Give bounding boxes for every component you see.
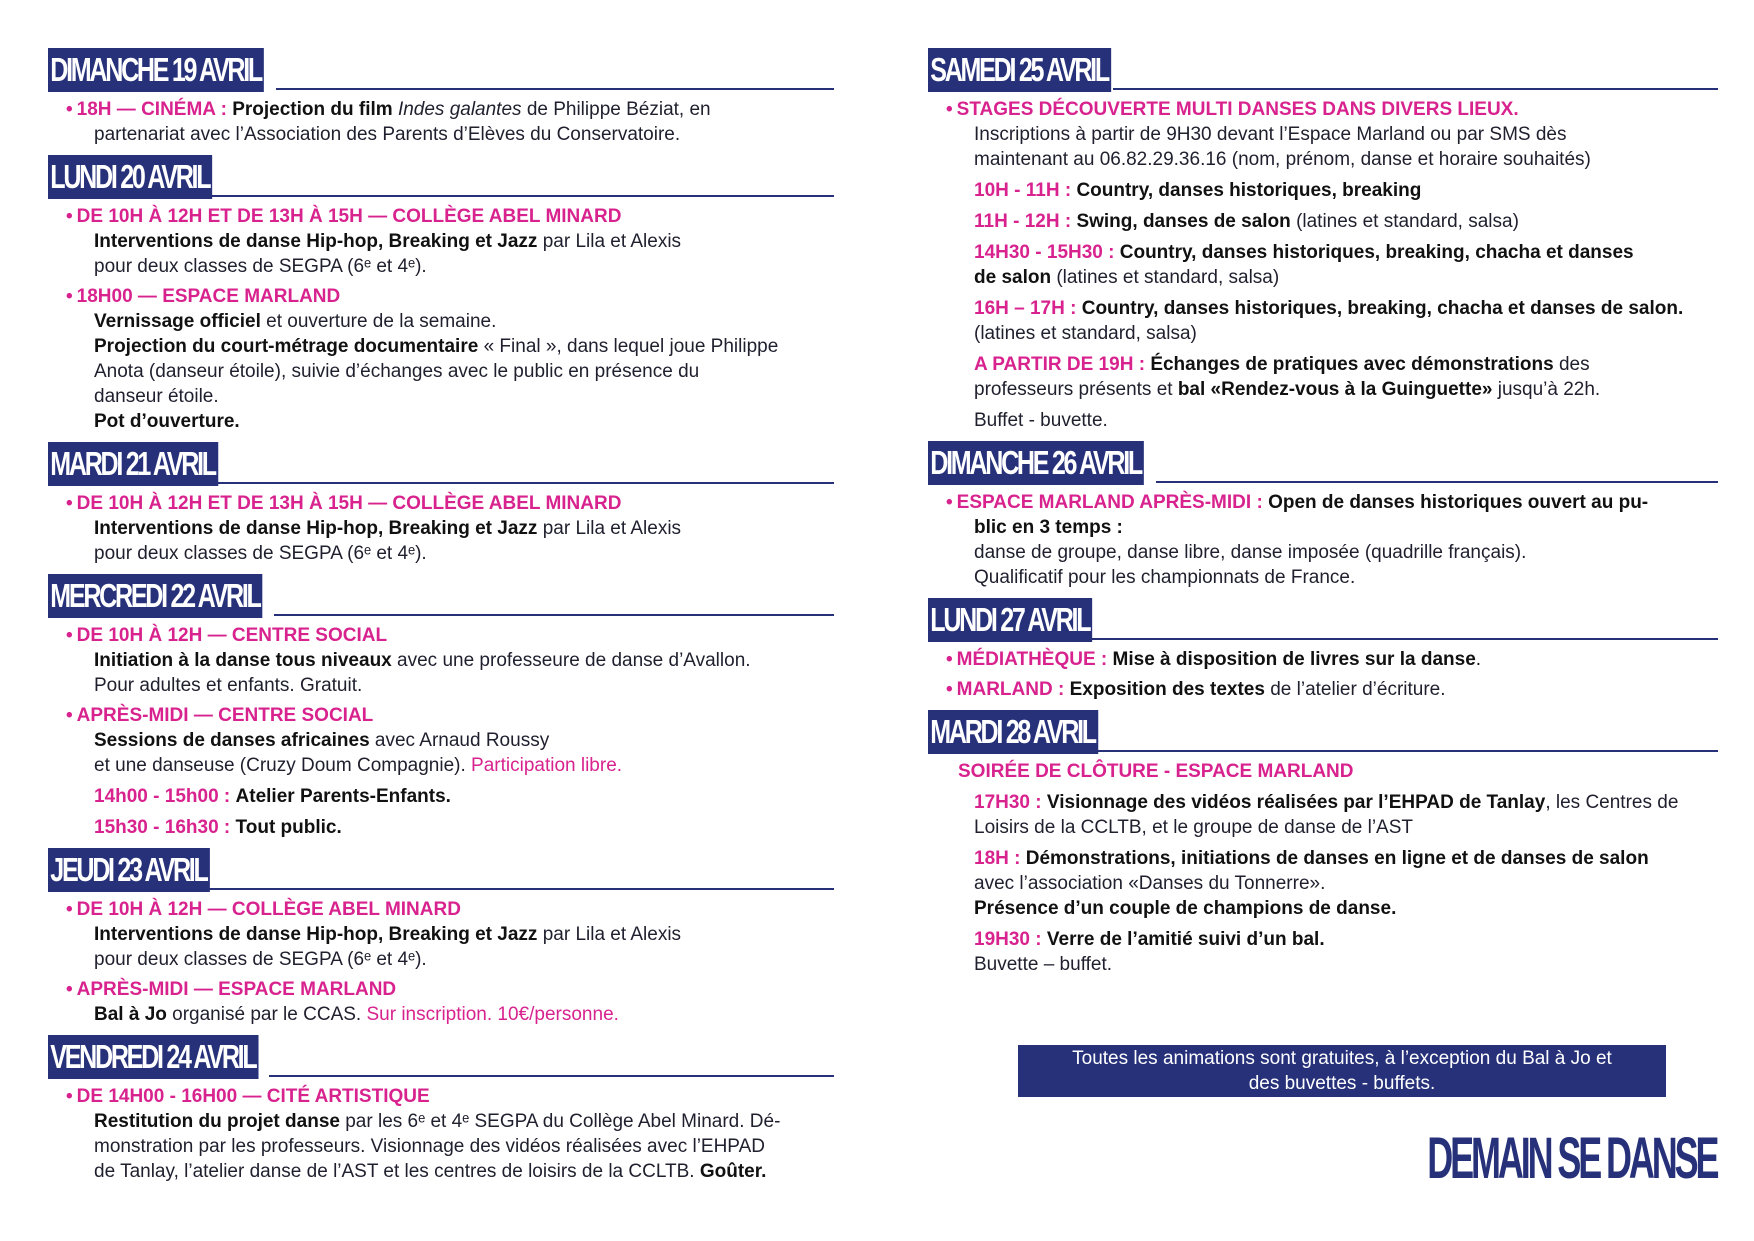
day-wednesday-22: [48, 572, 834, 840]
event-highlight: Atelier Parents-Enfants.: [235, 786, 451, 807]
event-title: 18H00 — ESPACE MARLAND: [76, 286, 341, 307]
event-text: maintenant au 06.82.29.36.16 (nom, prénom, danse et horaire souhaités): [974, 149, 1591, 170]
event-text: (latines et standard, salsa): [1296, 211, 1519, 232]
day-monday-20: [48, 153, 834, 434]
event-title: SOIRÉE DE CLÔTURE - ESPACE MARLAND: [958, 761, 1354, 782]
event-highlight: Goûter.: [699, 1161, 767, 1182]
event-title: DE 14H00 - 16H00 — CITÉ ARTISTIQUE: [76, 1086, 430, 1107]
event-highlight: Visionnage des vidéos réalisées par l’EHPAD de Tanlay: [1046, 792, 1546, 813]
event: [48, 623, 834, 698]
event: [928, 490, 1718, 590]
bullet-icon: •: [66, 99, 73, 120]
event-text: par les 6ᵉ et 4ᵉ SEGPA du Collège Abel Minard. Dé-: [345, 1111, 781, 1132]
free-events-notice: [1018, 1045, 1666, 1097]
divider: [274, 614, 834, 616]
event: [48, 897, 834, 972]
time-label: 14h00 - 15h00 :: [94, 786, 231, 807]
event-title: APRÈS-MIDI — ESPACE MARLAND: [76, 979, 397, 1000]
divider: [205, 888, 834, 890]
event: [928, 759, 1718, 977]
event-text: Projection du film: [232, 99, 393, 120]
event-highlight: Country, danses historiques, breaking, chacha et danses: [1119, 242, 1634, 263]
event-title: DE 10H À 12H ET DE 13H À 15H — COLLÈGE ABEL MINARD: [76, 206, 622, 227]
time-label: 16H – 17H :: [974, 298, 1077, 319]
event-text: avec Arnaud Roussy: [374, 730, 550, 751]
event-highlight: Vernissage officiel: [94, 311, 261, 332]
divider: [1156, 481, 1718, 483]
event-text: « Final », dans lequel joue Philippe: [483, 336, 779, 357]
event-text: organisé par le CCAS.: [172, 1004, 362, 1025]
notice-text: Toutes les animations sont gratuites, à l’exception du Bal à Jo et: [1072, 1048, 1612, 1069]
day-saturday-25: [928, 46, 1718, 433]
event-title: DE 10H À 12H — CENTRE SOCIAL: [76, 625, 388, 646]
event-text: Qualificatif pour les championnats de France.: [974, 567, 1356, 588]
day-tuesday-28: [928, 708, 1718, 977]
day-title: DIMANCHE 26 AVRIL: [928, 441, 1144, 485]
divider: [1096, 750, 1718, 752]
event-text: par Lila et Alexis: [542, 231, 682, 252]
event-text: de Philippe Béziat, en: [526, 99, 711, 120]
event-text: avec l’association «Danses du Tonnerre».: [974, 873, 1326, 894]
event: [928, 97, 1718, 433]
event-text: danse de groupe, danse libre, danse imposée (quadrille français).: [974, 542, 1527, 563]
event-highlight: Exposition des textes: [1069, 679, 1265, 700]
day-title: DIMANCHE 19 AVRIL: [48, 48, 264, 92]
event-title: DE 10H À 12H — COLLÈGE ABEL MINARD: [76, 899, 461, 920]
event-highlight: blic en 3 temps :: [974, 517, 1123, 538]
bullet-icon: •: [66, 625, 73, 646]
time-label: A PARTIR DE 19H :: [974, 354, 1146, 375]
day-tuesday-21: [48, 440, 834, 566]
event-text: par Lila et Alexis: [542, 518, 682, 539]
event-highlight: Verre de l’amitié suivi d’un bal.: [1046, 929, 1325, 950]
event-highlight: Country, danses historiques, breaking, chacha et danses de salon.: [1081, 298, 1684, 319]
event-highlight: Échanges de pratiques avec démonstrations: [1150, 354, 1554, 375]
event-highlight: Projection du court-métrage documentaire: [94, 336, 479, 357]
event-text: et ouverture de la semaine.: [266, 311, 497, 332]
event-title: 18H — CINÉMA :: [76, 99, 227, 120]
time-label: 18H :: [974, 848, 1021, 869]
event-highlight: Démonstrations, initiations de danses en ligne et de danses de salon: [1025, 848, 1649, 869]
bullet-icon: •: [946, 649, 953, 670]
event-title: MÉDIATHÈQUE :: [956, 649, 1108, 670]
time-label: 17H30 :: [974, 792, 1042, 813]
event-highlight: de salon: [974, 267, 1052, 288]
event-highlight: Interventions de danse Hip-hop, Breaking et Jazz: [94, 231, 538, 252]
event-highlight: Interventions de danse Hip-hop, Breaking et Jazz: [94, 924, 538, 945]
day-friday-24: [48, 1033, 834, 1184]
event-text: .: [1475, 649, 1482, 670]
day-title: LUNDI 27 AVRIL: [928, 598, 1092, 642]
event-text: Loisirs de la CCLTB, et le groupe de danse de l’AST: [974, 817, 1413, 838]
event-text: Buvette – buffet.: [974, 954, 1113, 975]
event-text: Buffet - buvette.: [974, 410, 1108, 431]
event-text: professeurs présents et: [974, 379, 1173, 400]
event: [48, 284, 834, 434]
bullet-icon: •: [946, 99, 953, 120]
event: [48, 491, 834, 566]
day-title: LUNDI 20 AVRIL: [48, 155, 212, 199]
event-text: des: [1558, 354, 1590, 375]
event-text: jusqu’à 22h.: [1497, 379, 1601, 400]
day-title: SAMEDI 25 AVRIL: [928, 48, 1111, 92]
event-text: danseur étoile.: [94, 386, 219, 407]
right-column: [928, 46, 1718, 983]
bullet-icon: •: [66, 1086, 73, 1107]
day-title: MARDI 21 AVRIL: [48, 442, 218, 486]
time-label: 15h30 - 16h30 :: [94, 817, 231, 838]
event-highlight: Mise à disposition de livres sur la danse: [1112, 649, 1476, 670]
event-text: et une danseuse (Cruzy Doum Compagnie).: [94, 755, 466, 776]
bullet-icon: •: [66, 899, 73, 920]
brand-logo: DEMAIN SE DANSE: [1426, 1126, 1716, 1191]
event-highlight: Bal à Jo: [94, 1004, 167, 1025]
event-text: de Tanlay, l’atelier danse de l’AST et les centres de loisirs de la CCLTB.: [94, 1161, 695, 1182]
day-sunday-26: [928, 439, 1718, 590]
bullet-icon: •: [66, 979, 73, 1000]
film-title: Indes galantes: [397, 99, 522, 120]
time-label: 19H30 :: [974, 929, 1042, 950]
event-text: monstration par les professeurs. Visionnage des vidéos réalisées avec l’EHPAD: [94, 1136, 765, 1157]
event-highlight: Tout public.: [235, 817, 342, 838]
bullet-icon: •: [946, 492, 953, 513]
divider: [276, 88, 834, 90]
event-highlight: Restitution du projet danse: [94, 1111, 340, 1132]
event-highlight: Open de danses historiques ouvert au pu-: [1268, 492, 1649, 513]
event: [48, 204, 834, 279]
event: [48, 977, 834, 1027]
event-title: ESPACE MARLAND APRÈS-MIDI :: [956, 492, 1263, 513]
event-highlight: Country, danses historiques, breaking: [1076, 180, 1422, 201]
divider: [269, 1075, 834, 1077]
event-text: Anota (danseur étoile), suivie d’échanges avec le public en présence du: [94, 361, 700, 382]
event-highlight: Initiation à la danse tous niveaux: [94, 650, 392, 671]
day-title: MERCREDI 22 AVRIL: [48, 574, 263, 618]
day-title: MARDI 28 AVRIL: [928, 710, 1098, 754]
time-label: 14H30 - 15H30 :: [974, 242, 1115, 263]
time-label: 10H - 11H :: [974, 180, 1072, 201]
day-title: VENDREDI 24 AVRIL: [48, 1035, 258, 1079]
event-highlight: Sessions de danses africaines: [94, 730, 370, 751]
day-title: JEUDI 23 AVRIL: [48, 848, 210, 892]
event-text: Inscriptions à partir de 9H30 devant l’Espace Marland ou par SMS dès: [974, 124, 1567, 145]
event-text: partenariat avec l’Association des Parents d’Elèves du Conservatoire.: [94, 124, 681, 145]
participation-note: Participation libre.: [471, 755, 623, 776]
event: [48, 1084, 834, 1184]
day-sunday-19: [48, 46, 834, 147]
event: [928, 647, 1718, 672]
event-title: DE 10H À 12H ET DE 13H À 15H — COLLÈGE ABEL MINARD: [76, 493, 622, 514]
event-text: (latines et standard, salsa): [974, 323, 1197, 344]
event-text: pour deux classes de SEGPA (6ᵉ et 4ᵉ).: [94, 256, 427, 277]
event-highlight: Pot d’ouverture.: [94, 411, 240, 432]
bullet-icon: •: [66, 493, 73, 514]
event-title: APRÈS-MIDI — CENTRE SOCIAL: [76, 705, 374, 726]
event-highlight: Interventions de danse Hip-hop, Breaking et Jazz: [94, 518, 538, 539]
event-text: (latines et standard, salsa): [1056, 267, 1280, 288]
divider: [216, 482, 834, 484]
bullet-icon: •: [66, 705, 73, 726]
event-title: STAGES DÉCOUVERTE MULTI DANSES DANS DIVERS LIEUX.: [956, 99, 1519, 120]
event: [928, 677, 1718, 702]
event: [48, 703, 834, 840]
event-text: de l’atelier d’écriture.: [1270, 679, 1446, 700]
registration-note: Sur inscription. 10€/personne.: [366, 1004, 619, 1025]
event-highlight: Swing, danses de salon: [1076, 211, 1291, 232]
event: [48, 97, 834, 147]
event-text: , les Centres de: [1545, 792, 1679, 813]
bullet-icon: •: [66, 206, 73, 227]
time-label: 11H - 12H :: [974, 211, 1072, 232]
event-text: avec une professeure de danse d’Avallon.: [397, 650, 751, 671]
event-text: pour deux classes de SEGPA (6ᵉ et 4ᵉ).: [94, 543, 427, 564]
day-monday-27: [928, 596, 1718, 702]
event-highlight: bal «Rendez-vous à la Guinguette»: [1177, 379, 1493, 400]
event-highlight: Présence d’un couple de champions de danse.: [974, 898, 1397, 919]
event-text: pour deux classes de SEGPA (6ᵉ et 4ᵉ).: [94, 949, 427, 970]
event-text: Pour adultes et enfants. Gratuit.: [94, 675, 363, 696]
divider: [208, 195, 834, 197]
notice-text: des buvettes - buffets.: [1248, 1073, 1436, 1094]
event-text: par Lila et Alexis: [542, 924, 682, 945]
day-thursday-23: [48, 846, 834, 1027]
divider: [1088, 638, 1718, 640]
event-title: MARLAND :: [956, 679, 1065, 700]
bullet-icon: •: [946, 679, 953, 700]
divider: [1113, 88, 1718, 90]
left-column: [48, 46, 834, 1190]
bullet-icon: •: [66, 286, 73, 307]
